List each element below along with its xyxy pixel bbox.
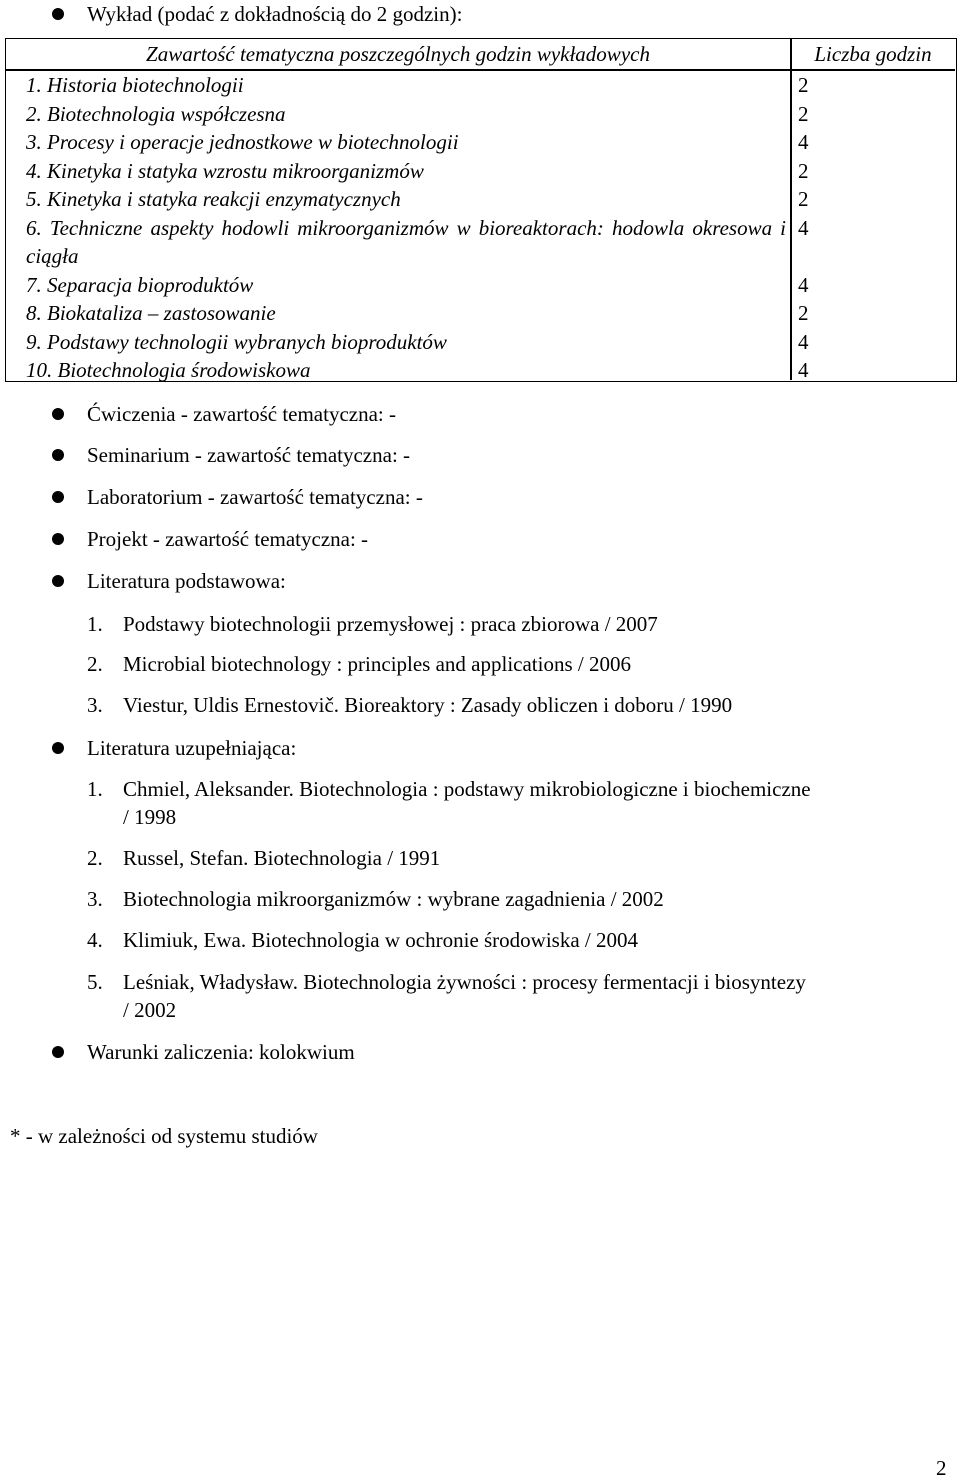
list-item-text: Russel, Stefan. Biotechnologia / 1991 [123, 846, 441, 870]
bullet-icon [52, 408, 64, 420]
laboratorium-text: Laboratorium - zawartość tematyczna: - [87, 485, 423, 509]
list-item-text: Klimiuk, Ewa. Biotechnologia w ochronie środowiska / 2004 [123, 928, 639, 952]
seminarium-text: Seminarium - zawartość tematyczna: - [87, 443, 411, 467]
list-item-continuation: / 1998 [123, 805, 177, 829]
bullet-icon [52, 449, 64, 461]
bullet-icon [52, 742, 64, 754]
table-row-topic: 5. Kinetyka i statyka reakcji enzymatycznych [26, 187, 401, 211]
list-item-text: Leśniak, Władysław. Biotechnologia żywności : procesy fermentacji i biosyntezy [123, 970, 806, 994]
list-item-number: 2. [87, 652, 103, 676]
page-number: 2 [936, 1456, 947, 1480]
table-row-hours: 2 [798, 158, 809, 183]
list-item-number: 3. [87, 887, 103, 911]
list-item-number: 1. [87, 612, 103, 636]
list-item-number: 1. [87, 777, 103, 801]
table-header-topic: Zawartość tematyczna poszczególnych godzin wykładowych [146, 42, 650, 66]
projekt-row [0, 525, 960, 555]
list-item-text: Chmiel, Aleksander. Biotechnologia : podstawy mikrobiologiczne i biochemiczne [123, 777, 811, 801]
bullet-icon [52, 533, 64, 545]
table-row-topic: 2. Biotechnologia współczesna [26, 101, 286, 126]
warunki-text: Warunki zaliczenia: kolokwium [87, 1040, 355, 1064]
table-row-topic: 8. Biokataliza – zastosowanie [26, 301, 276, 325]
literatura-podstawowa-heading: Literatura podstawowa: [87, 569, 286, 593]
table-row-hours: 4 [798, 272, 809, 297]
table-row-hours: 4 [798, 329, 809, 354]
list-item-number: 5. [87, 970, 103, 994]
table-row-hours: 4 [798, 215, 809, 240]
table-row-hours: 2 [798, 187, 809, 211]
list-item-continuation: / 2002 [123, 998, 177, 1022]
lecture-heading-row [0, 0, 960, 30]
table-row-topic: 10. Biotechnologia środowiskowa [26, 358, 311, 382]
list-item-text: Microbial biotechnology : principles and applications / 2006 [123, 652, 631, 676]
lecture-topics-table [5, 38, 957, 382]
table-row-topic: 6. Techniczne aspekty hodowli mikroorganizmów w bioreaktorach: hodowla okresowa i ciągła [26, 215, 786, 268]
warunki-row [0, 1038, 960, 1068]
bullet-icon [52, 575, 64, 587]
list-item-text: Podstawy biotechnologii przemysłowej : praca zbiorowa / 2007 [123, 612, 658, 636]
literatura-podstawowa-row [0, 567, 960, 597]
bullet-icon [52, 491, 64, 503]
bullet-icon [52, 8, 64, 20]
table-row-topic: 1. Historia biotechnologii [26, 73, 244, 97]
table-row-hours: 2 [798, 73, 809, 97]
table-row-hours: 4 [798, 358, 809, 382]
table-row-topic: 7. Separacja bioproduktów [26, 272, 254, 297]
cwiczenia-row [0, 400, 960, 430]
list-item-text: Viestur, Uldis Ernestovič. Bioreaktory : Zasady obliczen i doboru / 1990 [123, 693, 733, 717]
topics-column [26, 71, 786, 385]
footnote: * - w zależności od systemu studiów [10, 1124, 318, 1148]
list-item-number: 4. [87, 928, 103, 952]
table-row-topic: 9. Podstawy technologii wybranych bioproduktów [26, 329, 447, 354]
table-row-hours: 2 [798, 301, 809, 325]
table-column-divider [790, 39, 792, 380]
table-row-hours: 2 [798, 101, 809, 126]
projekt-text: Projekt - zawartość tematyczna: - [87, 527, 369, 551]
lecture-heading: Wykład (podać z dokładnością do 2 godzin): [87, 2, 463, 26]
bullet-icon [52, 1046, 64, 1058]
cwiczenia-text: Ćwiczenia - zawartość tematyczna: - [87, 402, 397, 426]
table-row-topic: 4. Kinetyka i statyka wzrostu mikroorganizmów [26, 158, 424, 183]
table-row-topic: 3. Procesy i operacje jednostkowe w biotechnologii [26, 130, 459, 154]
seminarium-row [0, 441, 960, 471]
literatura-uzupelniajaca-row [0, 734, 960, 764]
laboratorium-row [0, 483, 960, 513]
table-row-hours: 4 [798, 130, 809, 154]
list-item-text: Biotechnologia mikroorganizmów : wybrane zagadnienia / 2002 [123, 887, 664, 911]
hours-column [798, 71, 948, 385]
list-item-number: 2. [87, 846, 103, 870]
table-header-hours: Liczba godzin [814, 42, 932, 66]
literatura-uzupelniajaca-heading: Literatura uzupełniająca: [87, 736, 297, 760]
list-item-number: 3. [87, 693, 103, 717]
